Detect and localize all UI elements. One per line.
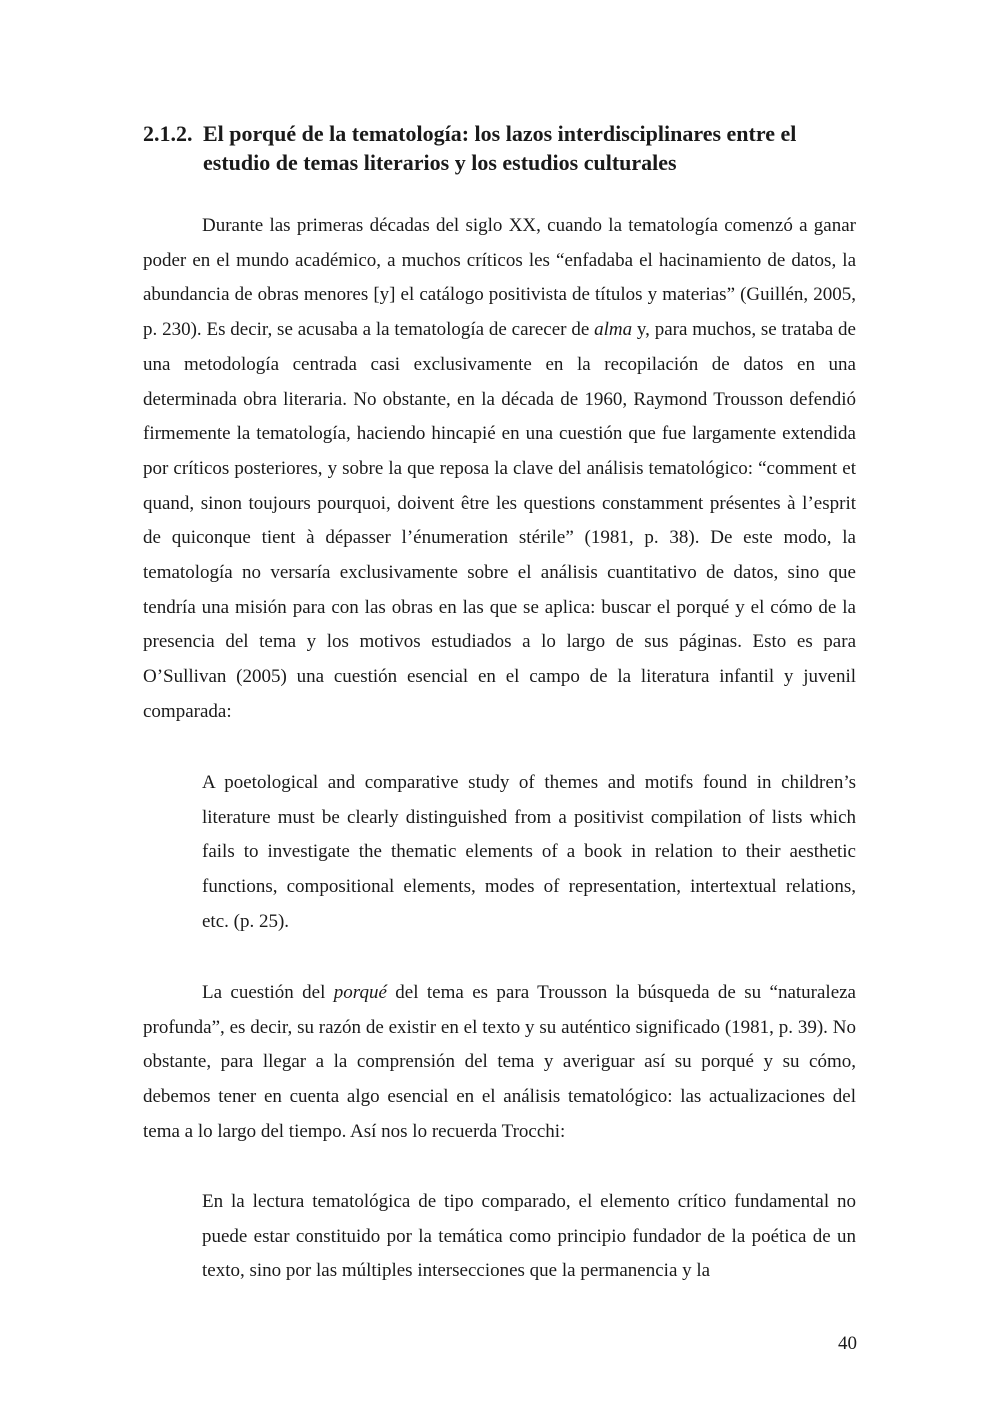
paragraph-text: del tema es para Trousson la búsqueda de su “naturaleza profunda”, es decir, su razón de existir en el texto y su auténtico significado (1981, p. 39). No obstante, para llegar a la comprensión del tema y averiguar así su porqué y su cómo, debemos tener en cuenta algo esencial en el análisis tematológico: las actualizaciones del tema a lo largo del tiempo. Así nos lo recuerda Trocchi:	[143, 982, 856, 1142]
section-heading	[143, 119, 863, 177]
paragraph-text: La cuestión del	[202, 982, 334, 1003]
section-title: El porqué de la tematología: los lazos interdisciplinares entre el estudio de temas literarios y los estudios culturales	[203, 121, 797, 175]
block-quote: En la lectura tematológica de tipo comparado, el elemento crítico fundamental no puede estar constituido por la temática como principio fundador de la poética de un texto, sino por las múltiples intersecciones que la permanencia y la	[202, 1191, 856, 1282]
paragraph-text: y, para muchos, se trataba de una metodología centrada casi exclusivamente en la recopilación de datos en una determinada obra literaria. No obstante, en la década de 1960, Raymond Trousson defendió firmemente la tematología, haciendo hincapié en una cuestión que fue largamente extendida por críticos posteriores, y sobre la que reposa la clave del análisis tematológico: “comment et quand, sinon toujours pourquoi, doivent être les questions constamment présentes à l’esprit de quiconque tient à dépasser l’énumeration stérile” (1981, p. 38). De este modo, la tematología no versaría exclusivamente sobre el análisis cuantitativo de datos, sino que tendría una misión para con las obras en las que se aplica: buscar el porqué y el cómo de la presencia del tema y los motivos estudiados a lo largo de sus páginas. Esto es para O’Sullivan (2005) una cuestión esencial en el campo de la literatura infantil y juvenil comparada:	[143, 319, 856, 722]
section-number: 2.1.2.	[143, 121, 193, 146]
body-paragraph	[143, 976, 856, 1150]
emphasis-text: alma	[594, 319, 633, 341]
page-number: 40	[838, 1333, 857, 1354]
emphasis-text: porqué	[333, 982, 387, 1003]
block-quote: A poetological and comparative study of themes and motifs found in children’s literature must be clearly distinguished from a positivist compilation of lists which fails to investigate the thematic elements of a book in relation to their aesthetic functions, compositional elements, modes of representation, intertextual relations, etc. (p. 25).	[202, 772, 856, 932]
paragraph-text: Durante las primeras décadas del siglo XX, cuando la tematología comenzó a ganar poder en el mundo académico, a muchos críticos les “enfadaba el hacinamiento de datos, la abundancia de obras menores [y] el catálogo positivista de títulos y materias” (Guillén, 2005, p. 230). Es decir, se acusaba a la tematología de carecer de	[143, 215, 856, 341]
body-paragraph	[143, 209, 856, 730]
